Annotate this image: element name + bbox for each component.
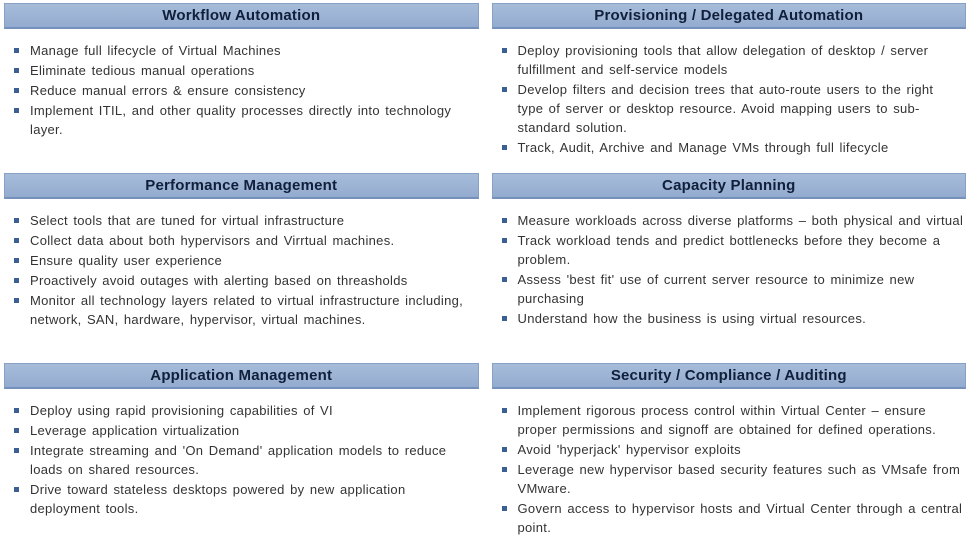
- bullet-item: [502, 401, 965, 439]
- bullet-item: [502, 499, 965, 537]
- bullet-list: [4, 41, 479, 139]
- bullet-item: [502, 41, 965, 79]
- bullet-text: Eliminate tedious manual operations: [30, 63, 255, 78]
- bullet-text: Integrate streaming and 'On Demand' application models to reduce loads on shared resources.: [30, 443, 447, 477]
- bullet-item: [502, 80, 965, 137]
- bullet-list: [492, 211, 967, 328]
- bullet-square-icon: [14, 48, 19, 53]
- panel-title: Workflow Automation: [162, 7, 321, 24]
- bullet-square-icon: [502, 506, 507, 511]
- panel-capacity-planning: [492, 173, 967, 363]
- bullet-text: Reduce manual errors & ensure consistency: [30, 83, 306, 98]
- bullet-text: Develop filters and decision trees that auto-route users to the right type of server or desktop resource. Avoid mapping users to sub-standard solution.: [517, 82, 934, 135]
- bullet-item: [14, 401, 477, 420]
- bullet-item: [14, 441, 477, 479]
- bullet-square-icon: [14, 238, 19, 243]
- bullet-text: Deploy using rapid provisioning capabilities of VI: [30, 403, 333, 418]
- bullet-text: Deploy provisioning tools that allow delegation of desktop / server fulfillment and self-service models: [517, 43, 929, 77]
- bullet-square-icon: [502, 467, 507, 472]
- bullet-text: Implement ITIL, and other quality processes directly into technology layer.: [30, 103, 452, 137]
- bullet-text: Manage full lifecycle of Virtual Machines: [30, 43, 281, 58]
- bullet-square-icon: [14, 218, 19, 223]
- bullet-text: Collect data about both hypervisors and Virrtual machines.: [30, 233, 395, 248]
- bullet-item: [14, 61, 477, 80]
- bullet-text: Understand how the business is using virtual resources.: [517, 311, 867, 326]
- panel-security-compliance-auditing: [492, 363, 967, 548]
- bullet-item: [502, 211, 965, 230]
- bullet-square-icon: [14, 428, 19, 433]
- bullet-square-icon: [502, 238, 507, 243]
- bullet-text: Drive toward stateless desktops powered by new application deployment tools.: [30, 482, 406, 516]
- bullet-text: Select tools that are tuned for virtual infrastructure: [30, 213, 345, 228]
- panel-header: [492, 3, 967, 29]
- bullet-item: [502, 231, 965, 269]
- panel-header: [492, 363, 967, 389]
- panel-application-management: [4, 363, 479, 548]
- panel-title: Application Management: [150, 367, 333, 384]
- bullet-list: [4, 211, 479, 329]
- bullet-square-icon: [14, 408, 19, 413]
- bullet-square-icon: [502, 87, 507, 92]
- bullet-square-icon: [502, 48, 507, 53]
- bullet-square-icon: [502, 277, 507, 282]
- panel-title: Provisioning / Delegated Automation: [594, 7, 864, 24]
- bullet-text: Proactively avoid outages with alerting based on threasholds: [30, 273, 408, 288]
- bullet-text: Avoid 'hyperjack' hypervisor exploits: [517, 442, 741, 457]
- bullet-square-icon: [14, 258, 19, 263]
- bullet-text: Measure workloads across diverse platforms – both physical and virtual: [517, 213, 964, 228]
- bullet-text: Govern access to hypervisor hosts and Virtual Center through a central point.: [517, 501, 963, 535]
- bullet-text: Implement rigorous process control within Virtual Center – ensure proper permissions and signoff are obtained for defined operations.: [517, 403, 936, 437]
- bullet-item: [14, 421, 477, 440]
- bullet-text: Monitor all technology layers related to virtual infrastructure including, network, SAN, hardware, hypervisor, virtual machines.: [30, 293, 464, 327]
- bullet-square-icon: [502, 408, 507, 413]
- panel-header: [4, 173, 479, 199]
- bullet-text: Track, Audit, Archive and Manage VMs through full lifecycle: [517, 140, 889, 155]
- panel-header: [4, 3, 479, 29]
- bullet-item: [502, 440, 965, 459]
- panel-header: [4, 363, 479, 389]
- bullet-square-icon: [14, 68, 19, 73]
- panel-title: Security / Compliance / Auditing: [610, 367, 847, 384]
- bullet-text: Ensure quality user experience: [30, 253, 222, 268]
- bullet-item: [502, 460, 965, 498]
- bullet-square-icon: [14, 88, 19, 93]
- bullet-item: [502, 309, 965, 328]
- bullet-item: [502, 138, 965, 157]
- bullet-square-icon: [14, 448, 19, 453]
- bullet-list: [492, 41, 967, 157]
- bullet-item: [14, 291, 477, 329]
- bullet-item: [14, 480, 477, 518]
- panel-workflow-automation: [4, 3, 479, 173]
- bullet-item: [14, 271, 477, 290]
- bullet-item: [14, 231, 477, 250]
- bullet-square-icon: [14, 278, 19, 283]
- bullet-square-icon: [14, 298, 19, 303]
- bullet-text: Track workload tends and predict bottlenecks before they become a problem.: [517, 233, 941, 267]
- bullet-list: [492, 401, 967, 537]
- bullet-square-icon: [14, 108, 19, 113]
- bullet-item: [14, 41, 477, 60]
- bullet-text: Leverage application virtualization: [30, 423, 240, 438]
- bullet-item: [14, 101, 477, 139]
- bullet-square-icon: [14, 487, 19, 492]
- bullet-square-icon: [502, 218, 507, 223]
- bullet-text: Assess 'best fit' use of current server resource to minimize new purchasing: [517, 272, 915, 306]
- panel-title: Performance Management: [145, 177, 338, 194]
- bullet-text: Leverage new hypervisor based security features such as VMsafe from VMware.: [517, 462, 961, 496]
- bullet-list: [4, 401, 479, 518]
- bullet-item: [502, 270, 965, 308]
- panel-provisioning-delegated-automation: [492, 3, 967, 173]
- bullet-square-icon: [502, 316, 507, 321]
- panel-performance-management: [4, 173, 479, 363]
- bullet-item: [14, 211, 477, 230]
- bullet-square-icon: [502, 145, 507, 150]
- panel-title: Capacity Planning: [662, 177, 796, 194]
- panel-header: [492, 173, 967, 199]
- bullet-square-icon: [502, 447, 507, 452]
- bullet-item: [14, 251, 477, 270]
- bullet-item: [14, 81, 477, 100]
